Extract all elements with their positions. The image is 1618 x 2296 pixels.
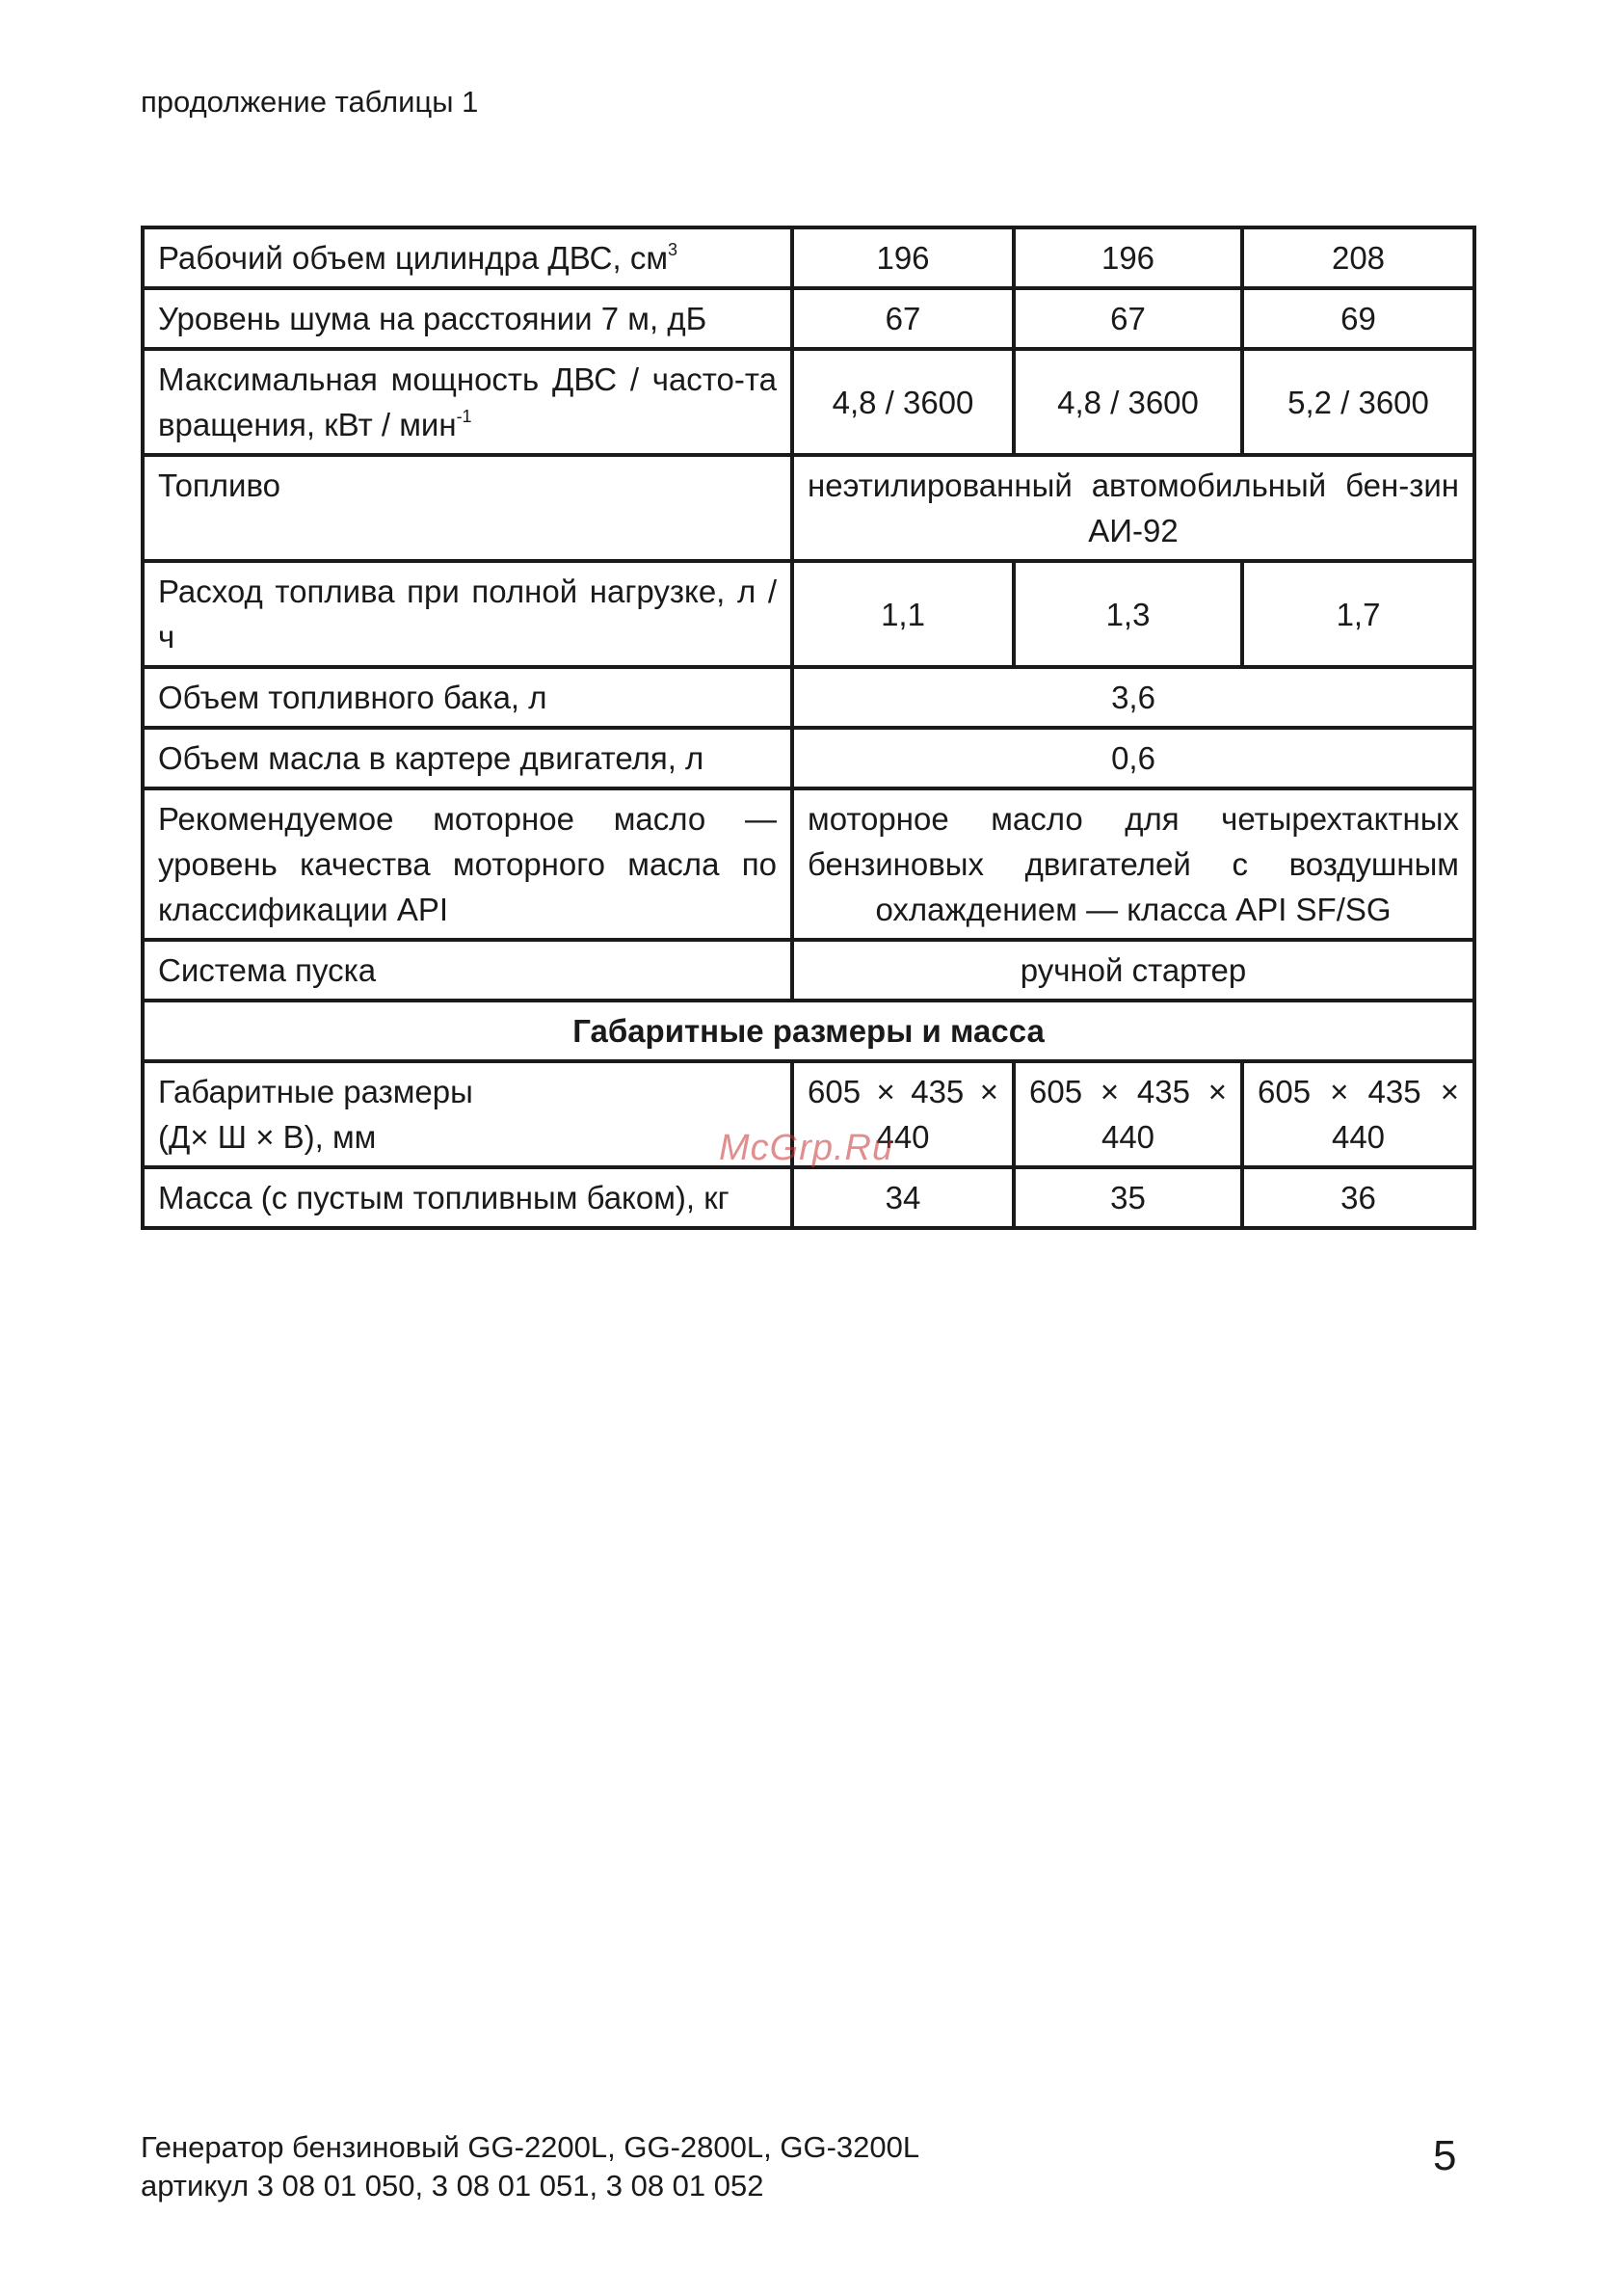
table-row-start — [143, 940, 1474, 1001]
specifications-table — [141, 226, 1476, 1230]
row-label: Масса (с пустым топливным баком), кг — [143, 1167, 792, 1228]
watermark: McGrp.Ru — [719, 1128, 894, 1168]
value-cell-merged: 3,6 — [792, 667, 1474, 728]
row-label: Объем топливного бака, л — [143, 667, 792, 728]
table-row-fuel — [143, 455, 1474, 561]
value-cell: 34 — [792, 1167, 1014, 1228]
value-cell: 1,1 — [792, 561, 1014, 667]
value-cell: 1,7 — [1242, 561, 1474, 667]
unit-superscript: -1 — [456, 407, 472, 426]
value-cell: 605 × 435 × 440 — [792, 1061, 1014, 1167]
footer-product-line: Генератор бензиновый GG-2200L, GG-2800L, GG-3200L — [141, 2130, 920, 2164]
row-label: Расход топлива при полной нагрузке, л / ч — [143, 561, 792, 667]
page-number: 5 — [1433, 2132, 1457, 2179]
value-cell-merged: моторное масло для четырехтактных бензиновых двигателей с воздушным охлаждением — класса API SF/SG — [792, 788, 1474, 940]
table-row-power — [143, 349, 1474, 455]
row-label: Объем масла в картере двигателя, л — [143, 728, 792, 788]
table-row-noise — [143, 288, 1474, 349]
value-cell: 196 — [1014, 227, 1242, 288]
row-label: Система пуска — [143, 940, 792, 1001]
value-cell: 69 — [1242, 288, 1474, 349]
value-cell: 5,2 / 3600 — [1242, 349, 1474, 455]
row-label — [143, 1061, 792, 1167]
row-label: Топливо — [143, 455, 792, 561]
table-row-mass — [143, 1167, 1474, 1228]
row-label: Рекомендуемое моторное масло — уровень качества моторного масла по классификации API — [143, 788, 792, 940]
label-line: Габаритные размеры — [158, 1074, 473, 1109]
row-label: Уровень шума на расстоянии 7 м, дБ — [143, 288, 792, 349]
value-cell: 4,8 / 3600 — [1014, 349, 1242, 455]
footer-article-line: артикул 3 08 01 050, 3 08 01 051, 3 08 01 052 — [141, 2169, 764, 2203]
page-footer — [141, 2128, 919, 2205]
section-title: Габаритные размеры и масса — [143, 1001, 1474, 1061]
table-row-tank — [143, 667, 1474, 728]
value-cell: 35 — [1014, 1167, 1242, 1228]
value-cell: 196 — [792, 227, 1014, 288]
table-row-displacement — [143, 227, 1474, 288]
value-cell: 605 × 435 × 440 — [1014, 1061, 1242, 1167]
table-row-oil-type — [143, 788, 1474, 940]
value-cell: 1,3 — [1014, 561, 1242, 667]
value-cell: 67 — [1014, 288, 1242, 349]
label-line: (Д× Ш × В), мм — [158, 1119, 377, 1155]
value-cell: 4,8 / 3600 — [792, 349, 1014, 455]
value-cell: 208 — [1242, 227, 1474, 288]
value-cell: 67 — [792, 288, 1014, 349]
table-section-header — [143, 1001, 1474, 1061]
row-label: Максимальная мощность ДВС / часто-та вращения, кВт / мин$^{-1}$ — [143, 349, 792, 455]
value-cell-merged: 0,6 — [792, 728, 1474, 788]
value-cell-merged: неэтилированный автомобильный бен-зин АИ-92 — [792, 455, 1474, 561]
table-continuation-note: продолжение таблицы 1 — [141, 85, 479, 119]
value-cell: 605 × 435 × 440 — [1242, 1061, 1474, 1167]
row-label: Рабочий объем цилиндра ДВС, $см^3$ — [143, 227, 792, 288]
table-row-oil-volume — [143, 728, 1474, 788]
table-row-consumption — [143, 561, 1474, 667]
value-cell: 36 — [1242, 1167, 1474, 1228]
unit-superscript: 3 — [668, 240, 678, 259]
value-cell-merged: ручной стартер — [792, 940, 1474, 1001]
